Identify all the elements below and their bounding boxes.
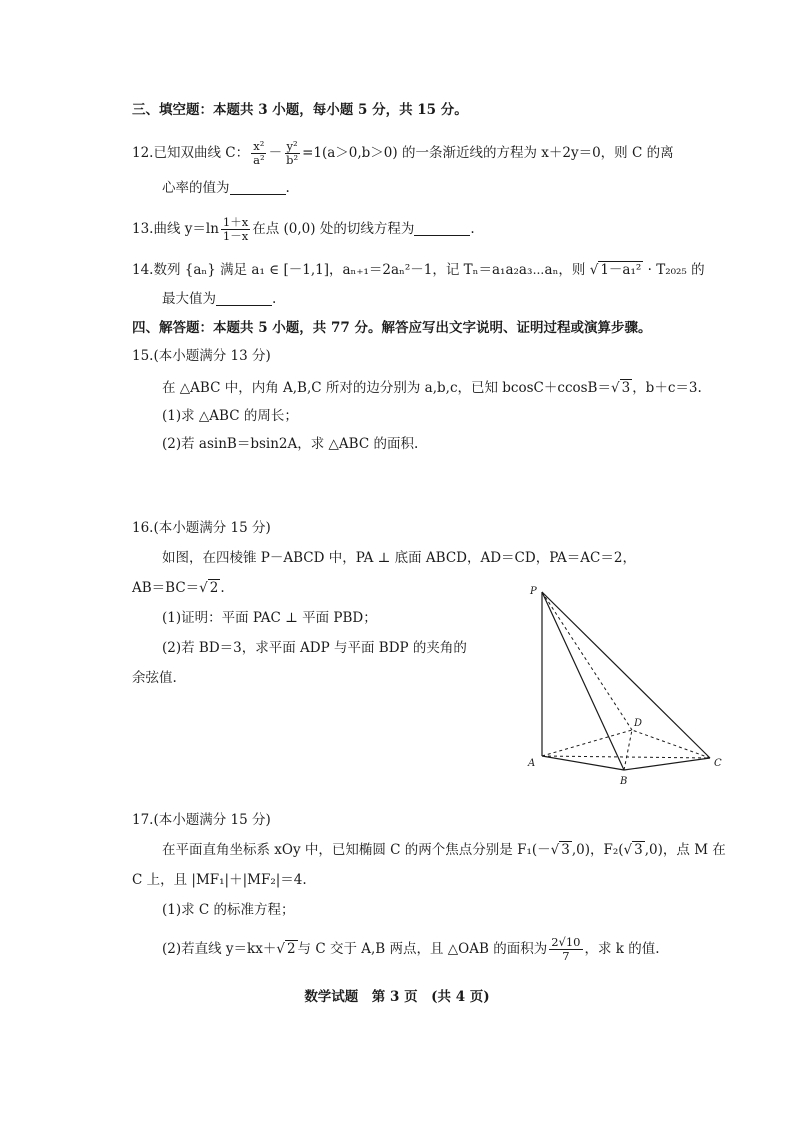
q15-sqrt: 3 — [621, 380, 631, 396]
q12-number: 12. — [132, 145, 154, 161]
q15-text-b: ，b＋c＝3. — [632, 380, 702, 396]
q17-statement-2: C 上，且 |MF₁|＋|MF₂|＝4. — [132, 872, 307, 888]
section-3-title: 三、填空题：本题共 3 小题，每小题 5 分，共 15 分。 — [132, 102, 468, 118]
label-D: D — [634, 718, 643, 729]
q13-text-b: 在点 (0,0) 处的切线方程为 — [252, 221, 415, 237]
q14-answer-blank[interactable] — [216, 291, 272, 306]
question-14-line-1: 14.数列 {aₙ} 满足 a₁ ∈ [－1,1]，aₙ₊₁＝2aₙ²－1，记 Tₙ＝a₁a₂a₃⋯aₙ，则 √ 1－a₁² · T₂₀₂₅ 的 — [132, 262, 705, 278]
label-C: C — [714, 758, 722, 769]
q13-text-a: 曲线 y＝ln — [153, 221, 219, 237]
q14-text-a: 数列 {aₙ} 满足 a₁ ∈ [－1,1]，aₙ₊₁＝2aₙ²－1，记 Tₙ＝a₁a₂a₃⋯aₙ，则 — [153, 262, 586, 278]
q15-header: 15.(本小题满分 13 分) — [132, 348, 271, 364]
q12-text-b: =1(a＞0,b＞0) 的一条渐近线的方程为 x＋2y＝0，则 C 的离 — [302, 145, 674, 161]
q14-text-d: . — [272, 291, 277, 307]
q12-answer-blank[interactable] — [230, 180, 286, 195]
q17-statement-1: 在平面直角坐标系 xOy 中，已知椭圆 C 的两个焦点分别是 F₁(－√ 3 ,0)，F₂(√ 3 ,0)，点 M 在 — [162, 842, 726, 858]
edge-AD — [542, 730, 632, 756]
q15-text-a: 在 △ABC 中，内角 A,B,C 所对的边分别为 a,b,c，已知 bcosC＋ccosB＝ — [162, 380, 611, 396]
q13-number: 13. — [132, 221, 154, 237]
edge-CD — [632, 730, 710, 758]
question-13 — [132, 216, 475, 243]
q13-text-c: . — [470, 221, 475, 237]
edge-BC — [624, 758, 710, 770]
q16-part-1: (1)证明：平面 PAC ⊥ 平面 PBD； — [162, 610, 377, 626]
q17-header: 17.(本小题满分 15 分) — [132, 812, 271, 828]
q12-text-c: 心率的值为 — [162, 180, 230, 196]
pyramid-figure — [520, 580, 730, 790]
q16-header: 16.(本小题满分 15 分) — [132, 520, 271, 536]
page-footer: 数学试题 第 3 页 (共 4 页) — [304, 989, 490, 1005]
section-4-title: 四、解答题：本题共 5 小题，共 77 分。解答应写出文字说明、证明过程或演算步骤。 — [132, 320, 652, 336]
q14-sqrt: 1－a₁² — [600, 262, 642, 278]
q13-answer-blank[interactable] — [414, 221, 470, 236]
label-B: B — [620, 776, 628, 787]
question-12-line-1: 12.已知双曲线 C： $\frac{\text{x²}}{\text{a²}}$ － $\frac{\text{y²}}{\text{b²}}$ =1(a＞0,b＞0) 的一条渐近线的方程为 x＋2y＝0，则 C 的离 — [132, 139, 674, 167]
q17-text-a: 在平面直角坐标系 xOy 中，已知椭圆 C 的两个焦点分别是 F₁(－ — [162, 842, 551, 858]
q17-sqrt-3: 2 — [286, 941, 296, 957]
q12-frac-y: $\frac{\text{y²}}{\text{b²}}$ — [286, 139, 299, 167]
q16-text-b: . — [220, 580, 225, 596]
q14-number: 14. — [132, 262, 154, 278]
q16-statement-1: 如图，在四棱锥 P－ABCD 中，PA ⊥ 底面 ABCD，AD＝CD，PA＝AC＝2， — [162, 550, 636, 566]
q16-text-a: AB＝BC＝ — [132, 580, 200, 596]
edge-PC — [542, 592, 710, 758]
q16-part-2-cont: 余弦值. — [132, 670, 177, 686]
edge-AB — [542, 756, 624, 770]
q12-text-d: . — [285, 180, 290, 196]
q17-text-b: ,0)，F₂( — [571, 842, 624, 858]
q17-text-d: (2)若直线 y＝kx＋ — [162, 941, 277, 957]
q17-part-1: (1)求 C 的标准方程； — [162, 902, 295, 918]
q13-frac: $\frac{1+x}{1-x}$ — [222, 215, 249, 243]
q17-sqrt-2: 3 — [634, 842, 643, 858]
label-A: A — [528, 758, 536, 769]
q17-text-f: ，求 k 的值. — [584, 941, 660, 957]
q17-text-c: ,0)，点 M 在 — [644, 842, 726, 858]
question-14-line-2 — [162, 289, 276, 309]
q12-text-a: 已知双曲线 C： — [153, 145, 250, 161]
question-12-line-2 — [162, 178, 290, 198]
q16-sqrt: 2 — [209, 580, 219, 596]
q17-part-2: (2)若直线 y＝kx＋√ 2 与 C 交于 A,B 两点，且 △OAB 的面积为 $\frac{2√10}{7}$ ，求 k 的值. — [162, 935, 660, 963]
q14-text-b: · T₂₀₂₅ 的 — [647, 262, 705, 278]
edge-BD — [624, 730, 632, 770]
q15-part-1: (1)求 △ABC 的周长； — [162, 408, 298, 424]
q17-sqrt-1: 3 — [561, 842, 570, 858]
label-P: P — [530, 586, 537, 597]
q16-part-2: (2)若 BD＝3，求平面 ADP 与平面 BDP 的夹角的 — [162, 640, 467, 656]
q15-statement: 在 △ABC 中，内角 A,B,C 所对的边分别为 a,b,c，已知 bcosC＋ccosB＝√ 3 ，b＋c＝3. — [162, 380, 702, 396]
q14-text-c: 最大值为 — [162, 291, 216, 307]
q12-frac-x: $\frac{\text{x²}}{\text{a²}}$ — [253, 139, 265, 167]
edge-PD — [542, 592, 632, 730]
edge-PB — [542, 592, 624, 770]
q17-text-e: 与 C 交于 A,B 两点，且 △OAB 的面积为 — [297, 941, 548, 957]
q17-frac: $\frac{2√10}{7}$ — [551, 935, 581, 963]
q16-statement-2: AB＝BC＝√ 2 . — [132, 580, 225, 596]
q15-part-2: (2)若 asinB＝bsin2A，求 △ABC 的面积. — [162, 436, 419, 452]
